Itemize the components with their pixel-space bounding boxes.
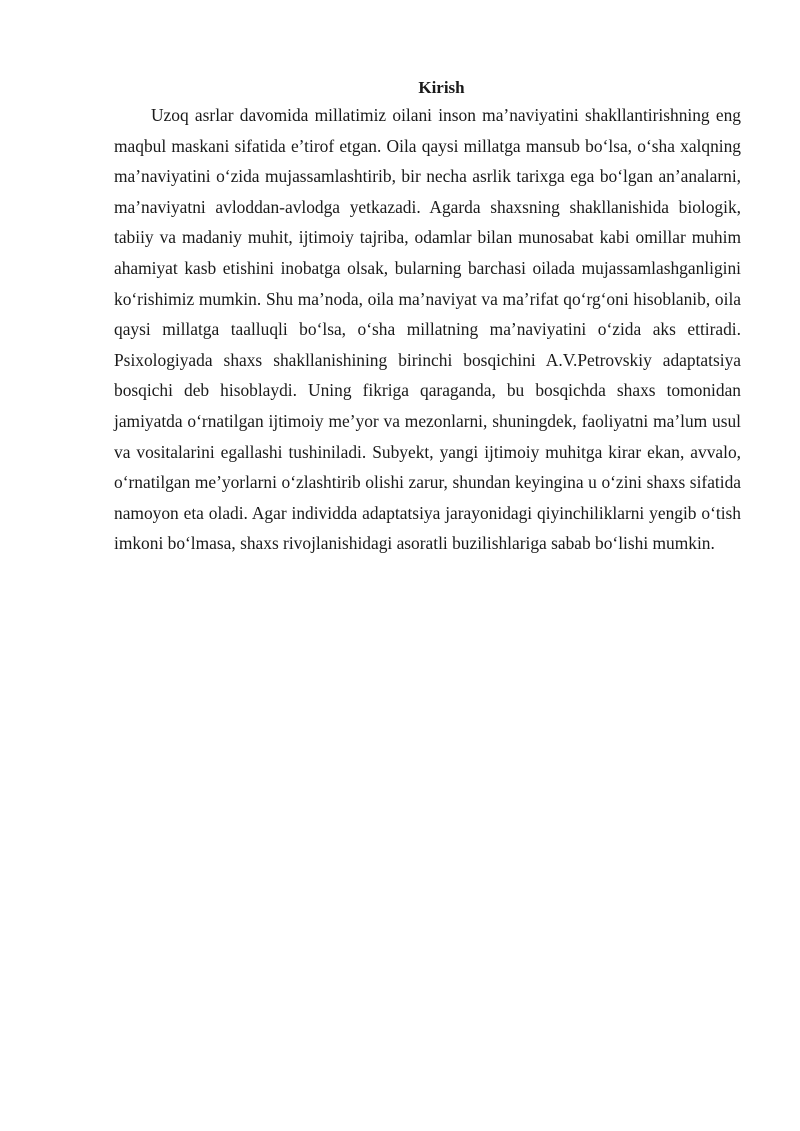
- section-title: Kirish: [418, 78, 465, 97]
- body-paragraph: Uzoq asrlar davomida millatimiz oilani inson ma’naviyatini shakllantirishning eng maqbul maskani sifatida e’tirof etgan. Oila qaysi millatga mansub bo‘lsa, o‘sha xalqning ma’naviyatini o‘zida mujassamlashtirib, bir necha asrlik tarixga ega bo‘lgan an’analarni, ma’naviyatni avloddan-avlodga yetkazadi. Agarda shaxsning shakllanishida biologik, tabiiy va madaniy muhit, ijtimoiy tajriba, odamlar bilan munosabat kabi omillar muhim ahamiyat kasb etishini inobatga olsak, bularning barchasi oilada mujassamlashganligini ko‘rishimiz mumkin. Shu ma’noda, oila ma’naviyat va ma’rifat qo‘rg‘oni hisoblanib, oila qaysi millatga taalluqli bo‘lsa, o‘sha millatning ma’naviyatini o‘zida aks ettiradi. Psixologiyada shaxs shakllanishining birinchi bosqichini A.V.Petrovskiy adaptatsiya bosqichi deb hisoblaydi. Uning fikriga qaraganda, bu bosqichda shaxs tomonidan jamiyatda o‘rnatilgan ijtimoiy me’yor va mezonlarni, shuningdek, faoliyatni ma’lum usul va vositalarini egallashi tushiniladi. Subyekt, yangi ijtimoiy muhitga kirar ekan, avvalo, o‘rnatilgan me’yorlarni o‘zlashtirib olishi zarur, shundan keyingina u o‘zini shaxs sifatida namoyon eta oladi. Agar individda adaptatsiya jarayonidagi qiyinchiliklarni yengib o‘tish imkoni bo‘lmasa, shaxs rivojlanishidagi asoratli buzilishlariga sabab bo‘lishi mumkin.: [114, 105, 741, 554]
- document-content: [114, 77, 741, 559]
